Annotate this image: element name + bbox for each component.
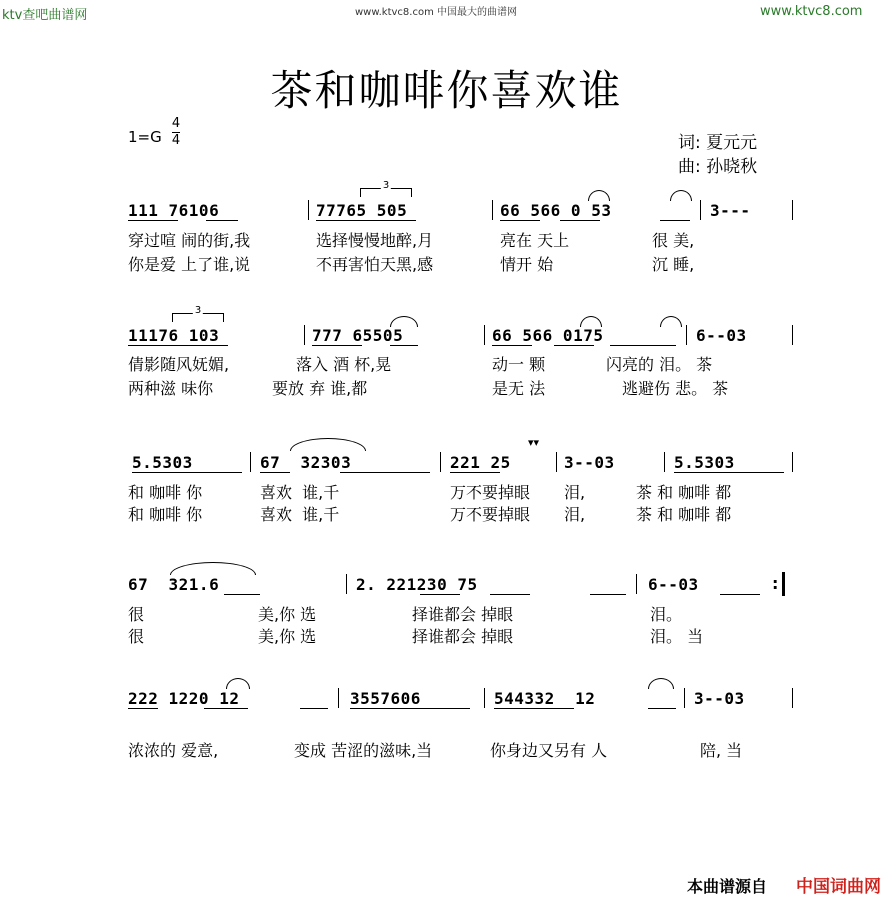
composer-credit: 曲: 孙晓秋 <box>678 157 758 177</box>
measure-notes: 777 65505 <box>312 326 404 345</box>
measure-notes: 5.5303 <box>132 453 193 472</box>
barline <box>700 200 701 220</box>
site-header-right: www.ktvc8.com <box>760 4 863 19</box>
lyric-line: 泪。 当 <box>650 627 704 646</box>
lyric-line: 倩影随风妩媚, <box>128 355 230 374</box>
barline <box>792 688 793 708</box>
mordent-mark: ▾▾ <box>528 436 540 449</box>
site-header-center: www.ktvc8.com 中国最大的曲谱网 <box>355 7 518 18</box>
measure-notes: 6--03 <box>696 326 747 345</box>
beam-underline <box>350 708 470 709</box>
beam-underline <box>300 708 328 709</box>
lyric-line: 茶 和 咖啡 都 <box>636 505 732 524</box>
lyric-line: 陪, 当 <box>700 741 743 760</box>
tie-arc <box>660 316 682 327</box>
beam-underline <box>720 594 760 595</box>
measure-notes: 67 32303 <box>260 453 352 472</box>
lyric-line: 很 <box>128 605 145 624</box>
beam-underline <box>390 345 418 346</box>
lyric-line: 择谁都会 掉眼 <box>412 605 514 624</box>
measure-notes: 5.5303 <box>674 453 735 472</box>
measure-notes: 111 76106 <box>128 201 220 220</box>
beam-underline <box>560 220 600 221</box>
lyric-line: 和 咖啡 你 <box>128 505 203 524</box>
lyric-line: 闪亮的 泪。 茶 <box>606 355 713 374</box>
barline <box>346 574 347 594</box>
beam-underline <box>206 220 238 221</box>
lyric-line: 落入 酒 杯,晃 <box>296 355 392 374</box>
lyric-line: 很 美, <box>652 231 695 250</box>
beam-underline <box>128 220 178 221</box>
tie-arc <box>290 438 366 451</box>
beam-underline <box>590 594 626 595</box>
time-signature <box>171 116 181 149</box>
beam-underline <box>610 345 676 346</box>
repeat-end-bar <box>782 572 785 596</box>
beam-underline <box>490 594 530 595</box>
measure-notes: 2. 221230 75 <box>356 575 478 594</box>
beam-underline <box>316 220 416 221</box>
beam-underline <box>204 708 248 709</box>
beam-underline <box>492 345 532 346</box>
beam-underline <box>260 472 290 473</box>
tie-arc <box>170 562 256 575</box>
measure-notes: 66 566 0 53 <box>500 201 612 220</box>
lyric-line: 穿过喧 闹的街,我 <box>128 231 251 250</box>
beam-underline <box>420 594 460 595</box>
beam-underline <box>660 220 690 221</box>
lyric-line: 你是爱 上了谁,说 <box>128 255 251 274</box>
tie-arc <box>588 190 610 201</box>
lyric-line: 要放 弃 谁,都 <box>272 379 368 398</box>
measure-notes: 11176 103 <box>128 326 220 345</box>
barline <box>664 452 665 472</box>
lyric-line: 万不要掉眼 <box>450 505 531 524</box>
tie-arc <box>648 678 674 689</box>
beam-underline <box>674 472 784 473</box>
site-header-left: ktv查吧曲谱网 <box>2 8 88 23</box>
measure-notes: 3557606 <box>350 689 421 708</box>
lyric-line: 喜欢 谁,千 <box>260 505 340 524</box>
measure-notes: 67 321.6 <box>128 575 220 594</box>
measure-notes: 66 566 0175 <box>492 326 604 345</box>
measure-notes: 3--03 <box>694 689 745 708</box>
beam-underline <box>132 472 242 473</box>
tie-arc <box>226 678 250 689</box>
tie-arc <box>670 190 692 201</box>
lyric-line: 动一 颗 <box>492 355 546 374</box>
lyric-line: 泪, <box>564 483 586 502</box>
barline <box>792 325 793 345</box>
lyric-line: 美,你 选 <box>258 605 317 624</box>
barline <box>684 688 685 708</box>
source-label: 本曲谱源自 <box>687 877 768 896</box>
lyric-line: 很 <box>128 627 145 646</box>
beam-underline <box>554 345 594 346</box>
repeat-dots: : <box>772 574 779 593</box>
beam-underline <box>450 472 500 473</box>
beam-underline <box>494 708 574 709</box>
barline <box>440 452 441 472</box>
beam-underline <box>648 708 676 709</box>
barline <box>686 325 687 345</box>
lyric-line: 变成 苦涩的滋味,当 <box>294 741 433 760</box>
barline <box>308 200 309 220</box>
source-site-logo: 中国词曲网 <box>796 877 881 897</box>
lyric-line: 择谁都会 掉眼 <box>412 627 514 646</box>
lyric-line: 泪, <box>564 505 586 524</box>
measure-notes: 222 1220 12 <box>128 689 240 708</box>
time-signature-bottom: 4 <box>171 133 181 148</box>
time-signature-top: 4 <box>171 116 181 131</box>
beam-underline <box>340 472 430 473</box>
lyric-line: 选择慢慢地醉,月 <box>316 231 434 250</box>
lyric-line: 泪。 <box>650 605 683 624</box>
barline <box>338 688 339 708</box>
lyric-line: 和 咖啡 你 <box>128 483 203 502</box>
lyric-line: 情开 始 <box>500 255 554 274</box>
beam-underline <box>312 345 362 346</box>
barline <box>556 452 557 472</box>
tie-arc <box>390 316 418 327</box>
lyricist-credit: 词: 夏元元 <box>678 133 758 153</box>
lyric-line: 茶 和 咖啡 都 <box>636 483 732 502</box>
lyric-line: 你身边又另有 人 <box>490 741 608 760</box>
lyric-line: 是无 法 <box>492 379 546 398</box>
barline <box>792 200 793 220</box>
measure-notes: 3--- <box>710 201 751 220</box>
barline <box>492 200 493 220</box>
lyric-line: 沉 睡, <box>652 255 695 274</box>
song-title: 茶和咖啡你喜欢谁 <box>270 66 623 115</box>
beam-underline <box>128 345 228 346</box>
measure-notes: 544332 12 <box>494 689 596 708</box>
barline <box>792 452 793 472</box>
measure-notes: 6--03 <box>648 575 699 594</box>
lyric-line: 万不要掉眼 <box>450 483 531 502</box>
lyric-line: 浓浓的 爱意, <box>128 741 219 760</box>
beam-underline <box>128 708 158 709</box>
barline <box>304 325 305 345</box>
measure-notes: 77765 505 <box>316 201 408 220</box>
triplet-bracket: 3 <box>172 313 224 322</box>
measure-notes: 221 25 <box>450 453 511 472</box>
lyric-line: 喜欢 谁,千 <box>260 483 340 502</box>
tie-arc <box>580 316 602 327</box>
barline <box>484 688 485 708</box>
beam-underline <box>224 594 260 595</box>
triplet-bracket: 3 <box>360 188 412 197</box>
lyric-line: 两种滋 味你 <box>128 379 214 398</box>
lyric-line: 亮在 天上 <box>500 231 570 250</box>
lyric-line: 逃避伤 悲。 茶 <box>622 379 729 398</box>
barline <box>636 574 637 594</box>
lyric-line: 不再害怕天黑,感 <box>316 255 434 274</box>
barline <box>250 452 251 472</box>
lyric-line: 美,你 选 <box>258 627 317 646</box>
key-signature: 1=G <box>128 128 162 146</box>
measure-notes: 3--03 <box>564 453 615 472</box>
barline <box>484 325 485 345</box>
beam-underline <box>500 220 540 221</box>
